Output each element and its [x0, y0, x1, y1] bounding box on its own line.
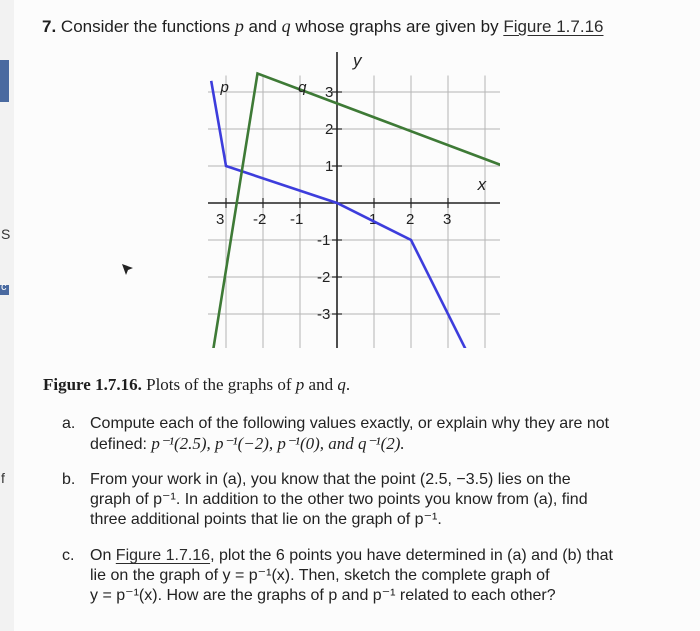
question-title [42, 16, 604, 37]
y-tick-label: -2 [317, 269, 331, 286]
question-text-after: whose graphs are given by [295, 17, 499, 36]
caption-label: Figure 1.7.16. [43, 375, 142, 394]
x-tick-label: 3 [216, 211, 225, 228]
caption-text: Plots of the graphs of [146, 375, 292, 394]
figure-link-inline[interactable]: Figure 1.7.16 [115, 547, 211, 564]
item-b-line1: From your work in (a), you know that the point (2.5, −3.5) lies on the [90, 471, 571, 488]
series-p-label: p [220, 79, 229, 96]
question-text: Consider the functions [60, 17, 231, 36]
caption-var-q: q [337, 375, 346, 394]
question-number: 7. [42, 17, 57, 36]
cursor-icon [121, 263, 135, 277]
left-edge-strip [0, 0, 14, 631]
x-tick-label: 1 [369, 211, 378, 228]
x-tick-label: -2 [253, 211, 267, 228]
item-b-line3: three additional points that lie on the graph of p⁻¹. [90, 511, 442, 528]
x-tick-label: 3 [443, 211, 452, 228]
item-c-line2: lie on the graph of y = p⁻¹(x). Then, sketch the complete graph of [90, 567, 550, 584]
figure-caption [43, 375, 350, 395]
y-tick-label: 1 [325, 158, 334, 175]
item-c-marker: c. [62, 547, 75, 564]
item-a-expression: p⁻¹(2.5), p⁻¹(−2), p⁻¹(0), and q⁻¹(2). [151, 434, 405, 453]
y-tick-label: -3 [317, 306, 331, 323]
edge-letter: f [1, 470, 5, 486]
edge-block [0, 60, 9, 102]
item-b-line2: graph of p⁻¹. In addition to the other two points you know from (a), find [90, 491, 588, 508]
var-q: q [281, 16, 291, 36]
figure-link[interactable]: Figure 1.7.16 [503, 17, 604, 36]
edge-letter: S [1, 226, 11, 242]
y-tick-label: 2 [325, 121, 334, 138]
item-c-line3: y = p⁻¹(x). How are the graphs of p and p⁻¹ related to each other? [90, 587, 556, 604]
item-a-line2-prefix: defined: [90, 436, 147, 453]
item-a-marker: a. [62, 415, 76, 432]
axes [208, 51, 500, 348]
var-p: p [234, 16, 244, 36]
item-c-prefix: On [90, 547, 112, 564]
series-q-label: q [298, 79, 307, 96]
caption-end: . [345, 375, 351, 394]
y-tick-label: 3 [325, 84, 334, 101]
x-axis-label: x [477, 175, 487, 195]
item-b-marker: b. [62, 471, 76, 488]
x-tick-label: -1 [290, 211, 304, 228]
caption-var-p: p [295, 375, 305, 394]
item-c-line1-suffix: , plot the 6 points you have determined in (a) and (b) that [210, 547, 613, 564]
y-tick-label: -1 [317, 232, 331, 249]
y-axis-label: y [353, 51, 362, 70]
question-and: and [248, 17, 277, 36]
x-tick-label: 2 [406, 211, 415, 228]
edge-letter: c [1, 281, 7, 293]
caption-and: and [308, 375, 334, 394]
item-a-line1: Compute each of the following values exactly, or explain why they are not [90, 415, 610, 432]
function-graph [200, 50, 500, 350]
